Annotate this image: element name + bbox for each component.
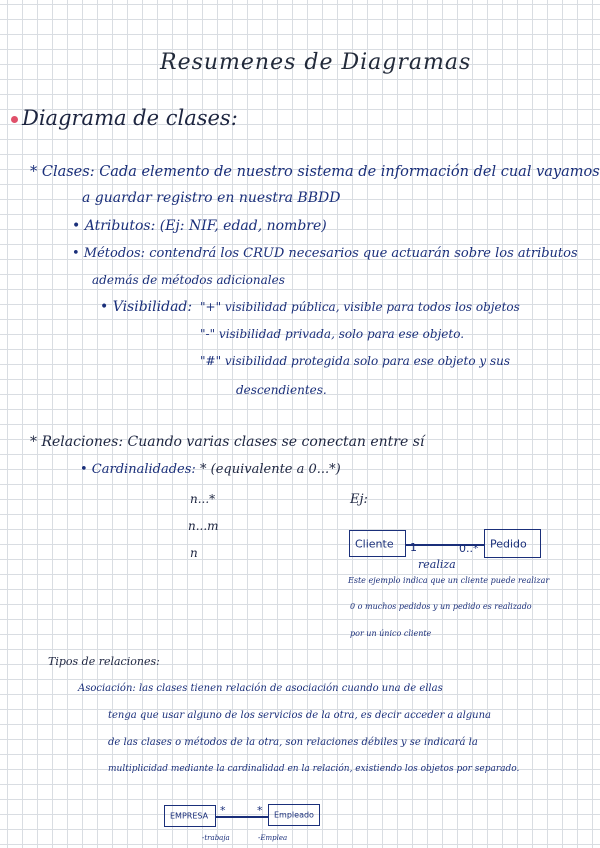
role-trabaja: -trabaja bbox=[202, 834, 230, 842]
uml-box-pedido-label: Pedido bbox=[490, 537, 527, 550]
cardinality-star: * (equivalente a 0...*) bbox=[200, 462, 341, 477]
uml-box-empresa bbox=[164, 805, 216, 827]
multiplicity-right: 0..* bbox=[459, 542, 479, 555]
clases-line2: a guardar registro en nuestra BBDD bbox=[82, 190, 341, 206]
relation-name: realiza bbox=[418, 558, 456, 571]
visibilidad-public: "+" visibilidad pública, visible para todos los objetos bbox=[200, 300, 520, 314]
asociacion-line2: tenga que usar alguno de los servicios de la otra, es decir acceder a alguna bbox=[108, 710, 492, 721]
uml-box-empresa-label: EMPRESA bbox=[170, 811, 209, 821]
metodos-line1: • Métodos: contendrá los CRUD necesarios que actuarán sobre los atributos bbox=[72, 246, 578, 261]
metodos-line2: además de métodos adicionales bbox=[92, 273, 285, 287]
atributos-line: • Atributos: (Ej: NIF, edad, nombre) bbox=[72, 218, 327, 234]
uml-box-cliente bbox=[349, 530, 406, 557]
uml-box-empleado bbox=[268, 804, 320, 826]
uml-box-pedido bbox=[484, 529, 541, 558]
multiplicity-empresa: * bbox=[220, 804, 226, 817]
example-note-line2: 0 o muchos pedidos y un pedido es realizado bbox=[350, 602, 532, 611]
page-title: Resumenes de Diagramas bbox=[160, 50, 472, 75]
visibilidad-private: "-" visibilidad privada, solo para ese objeto. bbox=[200, 327, 465, 341]
asociacion-line4: multiplicidad mediante la cardinalidad en la relación, existiendo los objetos por separado. bbox=[108, 764, 520, 774]
uml-box-empleado-label: Empleado bbox=[274, 810, 314, 820]
asociacion-line3: de las clases o métodos de la otra, son relaciones débiles y se indicará la bbox=[108, 737, 478, 748]
example-note-line1: Este ejemplo indica que un cliente puede realizar bbox=[348, 576, 550, 585]
multiplicity-empleado: * bbox=[257, 804, 263, 817]
role-emplea: -Emplea bbox=[258, 834, 288, 842]
example-note-line3: por un único cliente bbox=[350, 629, 432, 638]
example-label: Ej: bbox=[350, 492, 368, 507]
visibilidad-label: • Visibilidad: bbox=[100, 299, 193, 315]
section-heading-clases: Diagrama de clases: bbox=[22, 106, 238, 130]
asociacion-line1: Asociación: las clases tienen relación de asociación cuando una de ellas bbox=[78, 683, 443, 694]
multiplicity-left: 1 bbox=[410, 541, 417, 554]
cardinality-n-star: n...* bbox=[190, 492, 216, 506]
uml-box-cliente-label: Cliente bbox=[355, 537, 394, 550]
cardinality-n: n bbox=[190, 546, 198, 560]
visibilidad-protected-line2: descendientes. bbox=[236, 383, 327, 397]
tipos-relaciones-label: Tipos de relaciones: bbox=[48, 655, 160, 668]
bullet-dot-icon bbox=[11, 116, 18, 123]
visibilidad-protected-line1: "#" visibilidad protegida solo para ese objeto y sus bbox=[200, 354, 510, 368]
relaciones-line: * Relaciones: Cuando varias clases se conectan entre sí bbox=[30, 434, 425, 450]
clases-line1: * Clases: Cada elemento de nuestro sistema de información del cual vayamos bbox=[30, 164, 600, 180]
cardinalidades-label: • Cardinalidades: bbox=[80, 462, 196, 477]
cardinality-n-m: n...m bbox=[188, 519, 219, 533]
